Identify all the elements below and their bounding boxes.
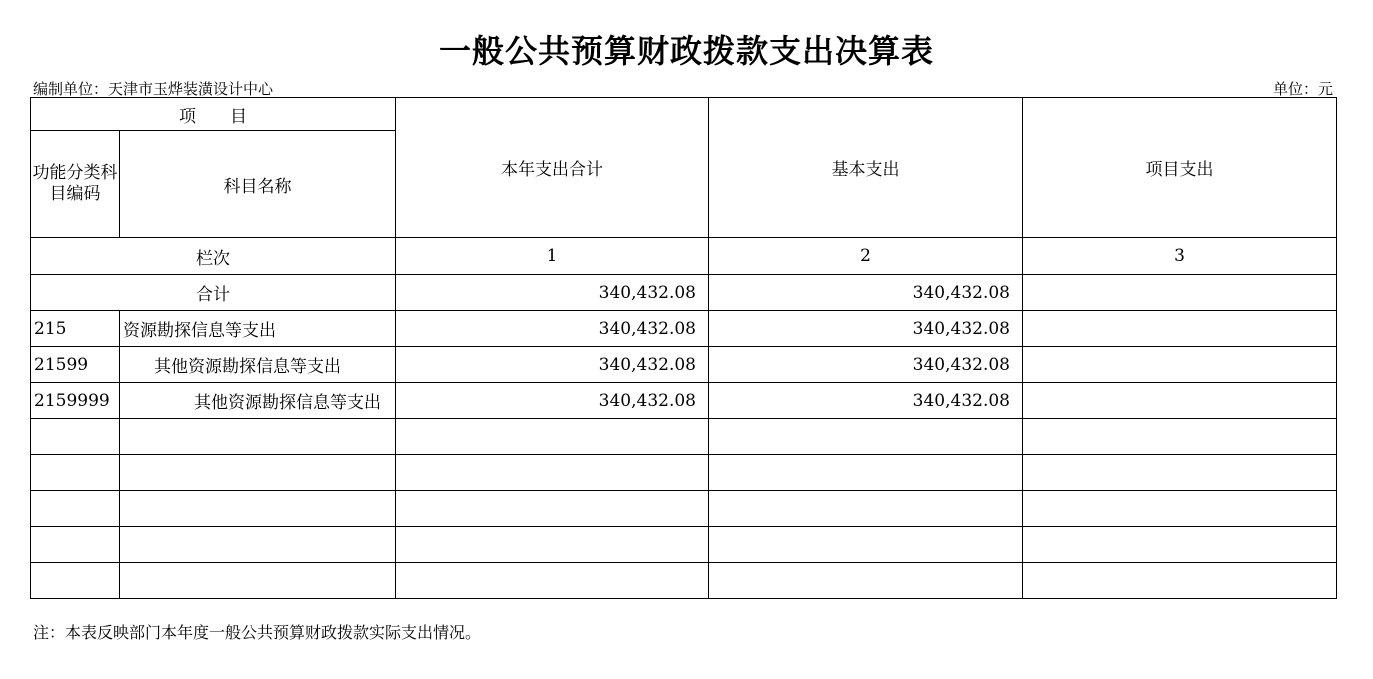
empty-cell [1023, 491, 1337, 527]
column-number-3: 3 [1023, 238, 1337, 275]
empty-row [31, 563, 1337, 599]
empty-cell [709, 491, 1023, 527]
compiling-unit: 编制单位：天津市玉烨装潢设计中心 [33, 80, 274, 98]
empty-cell [120, 563, 396, 599]
row-name: 资源勘探信息等支出 [120, 311, 396, 347]
empty-cell [120, 491, 396, 527]
column-number-2: 2 [709, 238, 1023, 275]
expenditure-table [30, 97, 1337, 599]
column-label: 栏次 [31, 238, 396, 275]
header-name: 科目名称 [120, 131, 396, 238]
empty-row [31, 491, 1337, 527]
table-row [31, 383, 1337, 419]
empty-cell [709, 527, 1023, 563]
empty-row [31, 455, 1337, 491]
footnote: 注：本表反映部门本年度一般公共预算财政拨款实际支出情况。 [33, 623, 482, 642]
row-code: 2159999 [31, 383, 120, 419]
empty-cell [31, 455, 120, 491]
empty-cell [396, 563, 709, 599]
empty-row [31, 527, 1337, 563]
row-basic: 340,432.08 [709, 311, 1023, 347]
row-name: 其他资源勘探信息等支出 [120, 347, 396, 383]
empty-cell [1023, 419, 1337, 455]
summary-project-expenditure [1023, 275, 1337, 311]
empty-cell [709, 563, 1023, 599]
page-title: 一般公共预算财政拨款支出决算表 [438, 32, 934, 70]
row-basic: 340,432.08 [709, 347, 1023, 383]
row-code: 21599 [31, 347, 120, 383]
empty-cell [31, 419, 120, 455]
empty-cell [396, 491, 709, 527]
header-total: 本年支出合计 [396, 98, 709, 238]
row-basic: 340,432.08 [709, 383, 1023, 419]
empty-cell [31, 527, 120, 563]
header-basic: 基本支出 [709, 98, 1023, 238]
empty-cell [120, 419, 396, 455]
header-project-expenditure: 项目支出 [1023, 98, 1337, 238]
empty-row [31, 419, 1337, 455]
summary-total: 340,432.08 [396, 275, 709, 311]
row-project-expenditure [1023, 347, 1337, 383]
row-total: 340,432.08 [396, 383, 709, 419]
table-row [31, 311, 1337, 347]
summary-basic: 340,432.08 [709, 275, 1023, 311]
empty-cell [120, 527, 396, 563]
summary-row [31, 275, 1337, 311]
column-number-1: 1 [396, 238, 709, 275]
empty-cell [1023, 563, 1337, 599]
header-code: 功能分类科目编码 [31, 131, 120, 238]
row-name: 其他资源勘探信息等支出 [120, 383, 396, 419]
empty-cell [396, 455, 709, 491]
table-row [31, 347, 1337, 383]
empty-cell [31, 491, 120, 527]
empty-cell [31, 563, 120, 599]
row-project-expenditure [1023, 311, 1337, 347]
empty-cell [396, 419, 709, 455]
header-row-1 [31, 98, 1337, 131]
empty-cell [1023, 527, 1337, 563]
row-code: 215 [31, 311, 120, 347]
currency-unit: 单位：元 [1272, 80, 1333, 98]
row-total: 340,432.08 [396, 347, 709, 383]
empty-cell [120, 455, 396, 491]
empty-cell [1023, 455, 1337, 491]
row-project-expenditure [1023, 383, 1337, 419]
empty-cell [396, 527, 709, 563]
column-number-row [31, 238, 1337, 275]
header-project: 项 目 [31, 98, 396, 131]
summary-label: 合计 [31, 275, 396, 311]
empty-cell [709, 455, 1023, 491]
empty-cell [709, 419, 1023, 455]
row-total: 340,432.08 [396, 311, 709, 347]
